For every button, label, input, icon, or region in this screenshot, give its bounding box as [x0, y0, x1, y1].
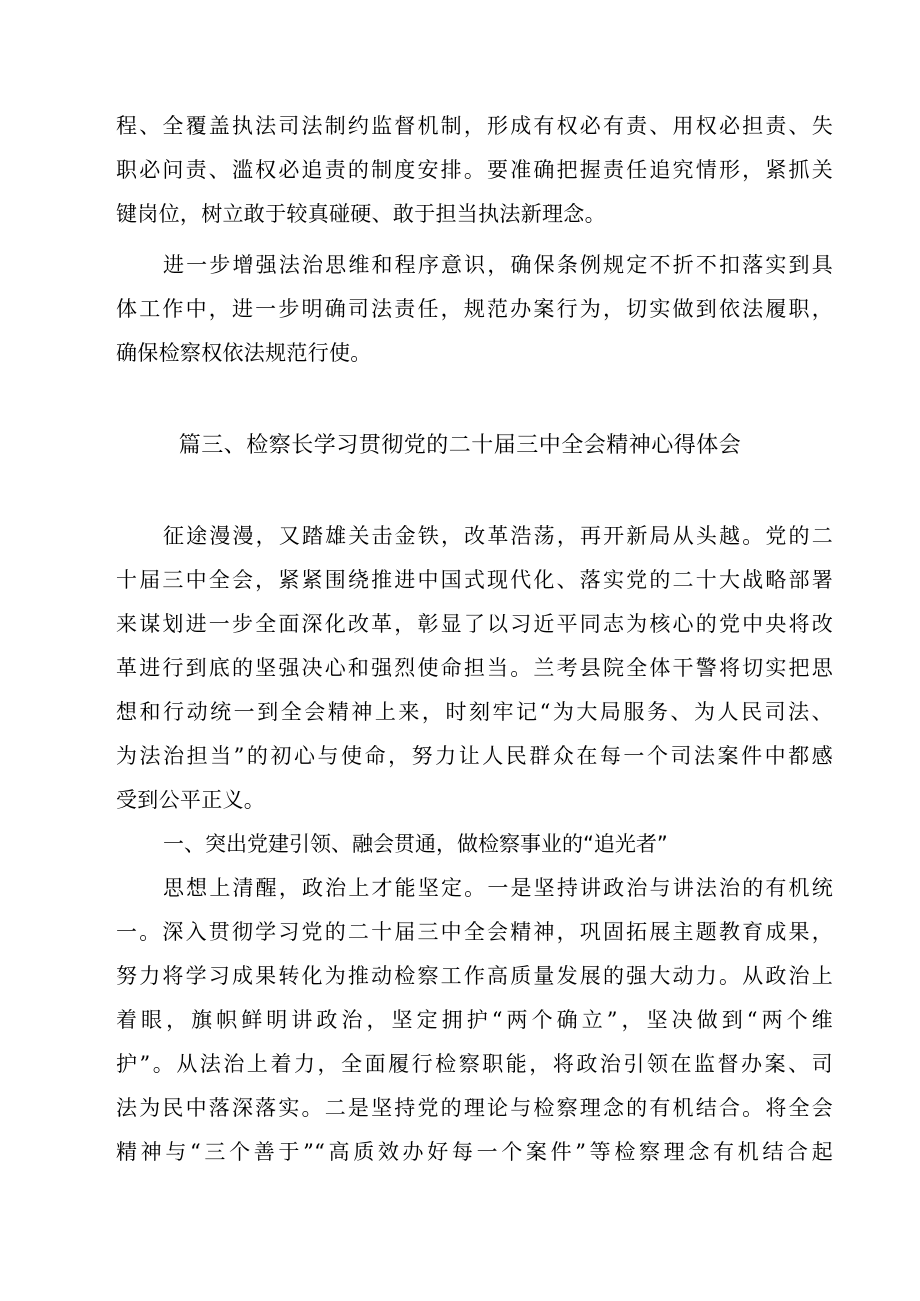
paragraph-line: 法为民中落深落实。二是坚持党的理论与检察理念的有机结合。将全会	[116, 1096, 833, 1120]
paragraph-line: 受到公平正义。	[116, 788, 266, 812]
paragraph-line: 进一步增强法治思维和程序意识，确保条例规定不折不扣落实到具	[163, 253, 833, 277]
paragraph-line: 想和行动统一到全会精神上来，时刻牢记“为大局服务、为人民司法、	[116, 700, 833, 724]
paragraph-line: 征途漫漫，又踏雄关击金铁，改革浩荡，再开新局从头越。党的二	[163, 524, 833, 548]
paragraph-line: 着眼，旗帜鲜明讲政治，坚定拥护“两个确立”，坚决做到“两个维	[116, 1008, 833, 1032]
paragraph-line: 为法治担当”的初心与使命，努力让人民群众在每一个司法案件中都感	[116, 744, 833, 768]
paragraph-line: 护”。从法治上着力，全面履行检察职能，将政治引领在监督办案、司	[116, 1052, 833, 1076]
paragraph-line: 精神与“三个善于”“高质效办好每一个案件”等检察理念有机结合起	[116, 1140, 833, 1164]
paragraph-line: 程、全覆盖执法司法制约监督机制，形成有权必有责、用权必担责、失	[116, 114, 833, 138]
paragraph-line: 职必问责、滥权必追责的制度安排。要准确把握责任追究情形，紧抓关	[116, 158, 833, 182]
paragraph-line: 键岗位，树立敢于较真碰硬、敢于担当执法新理念。	[116, 202, 606, 226]
section-heading: 一、突出党建引领、融会贯通，做检察事业的“追光者”	[163, 832, 668, 856]
paragraph-line: 确保检察权依法规范行使。	[116, 341, 372, 365]
paragraph-line: 体工作中，进一步明确司法责任，规范办案行为，切实做到依法履职，	[116, 297, 833, 321]
article-title: 篇三、检察长学习贯彻党的二十届三中全会精神心得体会	[178, 433, 742, 458]
paragraph-line: 思想上清醒，政治上才能坚定。一是坚持讲政治与讲法治的有机统	[163, 876, 833, 900]
paragraph-line: 努力将学习成果转化为推动检察工作高质量发展的强大动力。从政治上	[116, 964, 833, 988]
paragraph-line: 一。深入贯彻学习党的二十届三中全会精神，巩固拓展主题教育成果，	[116, 920, 833, 944]
paragraph-line: 来谋划进一步全面深化改革，彰显了以习近平同志为核心的党中央将改	[116, 612, 833, 636]
paragraph-line: 十届三中全会，紧紧围绕推进中国式现代化、落实党的二十大战略部署	[116, 568, 833, 592]
paragraph-line: 革进行到底的坚强决心和强烈使命担当。兰考县院全体干警将切实把思	[116, 656, 833, 680]
